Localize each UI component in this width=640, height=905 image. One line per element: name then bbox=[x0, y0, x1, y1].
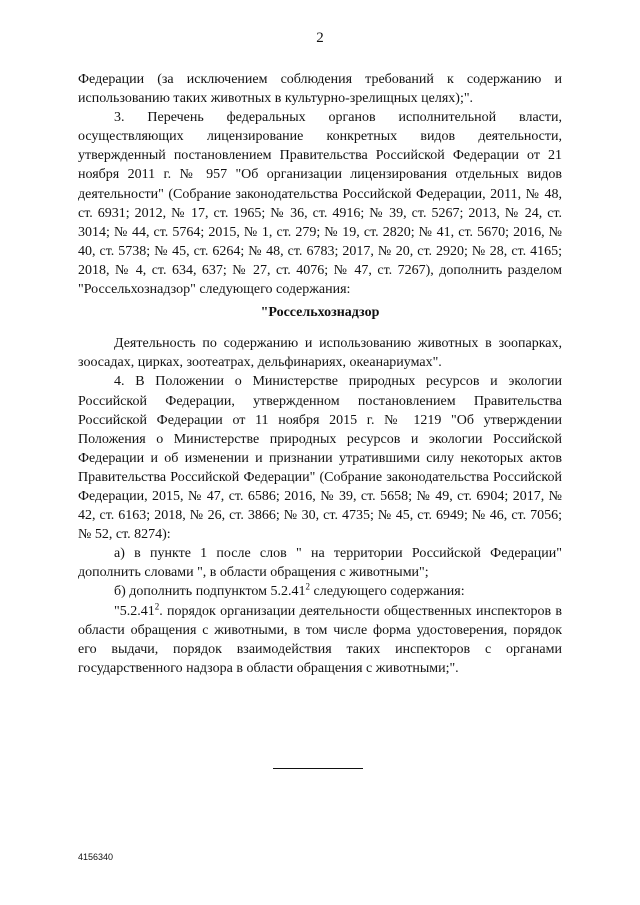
quoted-item-text: . порядок организации деятельности общественных инспекторов в области обращения с животными, в том числе форма удостоверения, порядок его выдачи, порядок взаимодействия таких инспекторов с органами государственного надзора в области обращения с животными;". bbox=[78, 603, 562, 676]
document-body bbox=[78, 70, 562, 678]
subitem-b-superscript: 2 bbox=[305, 581, 311, 592]
paragraph-continuation: Федерации (за исключением соблюдения требований к содержанию и использованию таких животных в культурно-зрелищных целях);". bbox=[78, 72, 562, 107]
paragraph-quoted-item bbox=[78, 602, 562, 678]
separator-line bbox=[273, 768, 363, 769]
subitem-b-tail: следующего содержания: bbox=[310, 584, 465, 600]
paragraph-item-4: 4. В Положении о Министерстве природных ресурсов и экологии Российской Федерации, утвержденном постановлением Правительства Российской Федерации от 11 ноября 2015 г. № 1219 "Об утверждении Положения о Министерстве природных ресурсов и экологии Российской Федерации и об изменении и признании утратившими силу некоторых актов Правительства Российской Федерации" (Собрание законодательства Российской Федерации, 2015, № 47, ст. 6586; 2016, № 39, ст. 5658; № 49, ст. 6904; 2017, № 42, ст. 6163; 2018, № 26, ст. 3866; № 30, ст. 4735; № 45, ст. 6949; № 46, ст. 7056; № 52, ст. 8274): bbox=[78, 374, 562, 543]
paragraph-item-3: 3. Перечень федеральных органов исполнительной власти, осуществляющих лицензирование конкретных видов деятельности, утвержденный постановлением Правительства Российской Федерации от 21 ноября 2011 г. № 957 "Об организации лицензирования отдельных видов деятельности" (Собрание законодательства Российской Федерации, 2011, № 48, ст. 6931; 2012, № 17, ст. 1965; № 36, ст. 4916; № 39, ст. 5267; 2013, № 24, ст. 3014; № 44, ст. 5764; 2015, № 1, ст. 279; № 19, ст. 2820; № 41, ст. 5670; 2016, № 40, ст. 5738; № 45, ст. 6264; № 48, ст. 6783; 2017, № 20, ст. 2920; № 28, ст. 4165; 2018, № 4, ст. 634, 637; № 27, ст. 4076; № 47, ст. 7267), дополнить разделом "Россельхознадзор" следующего содержания: bbox=[78, 110, 562, 298]
subitem-b-text: б) дополнить подпунктом 5.2.41 bbox=[114, 584, 306, 600]
section-heading: "Россельхознадзор bbox=[260, 305, 380, 321]
quoted-item-number: "5.2.41 bbox=[114, 603, 155, 619]
quoted-item-superscript: 2 bbox=[154, 600, 160, 611]
paragraph-activity: Деятельность по содержанию и использованию животных в зоопарках, зоосадах, цирках, зоотеатрах, дельфинариях, океанариумах". bbox=[78, 336, 562, 371]
document-code: 4156340 bbox=[78, 852, 114, 862]
page-number: 2 bbox=[316, 30, 324, 46]
paragraph-subitem-a: а) в пункте 1 после слов " на территории Российской Федерации" дополнить словами ", в области обращения с животными"; bbox=[78, 546, 562, 581]
paragraph-subitem-b bbox=[78, 582, 562, 601]
